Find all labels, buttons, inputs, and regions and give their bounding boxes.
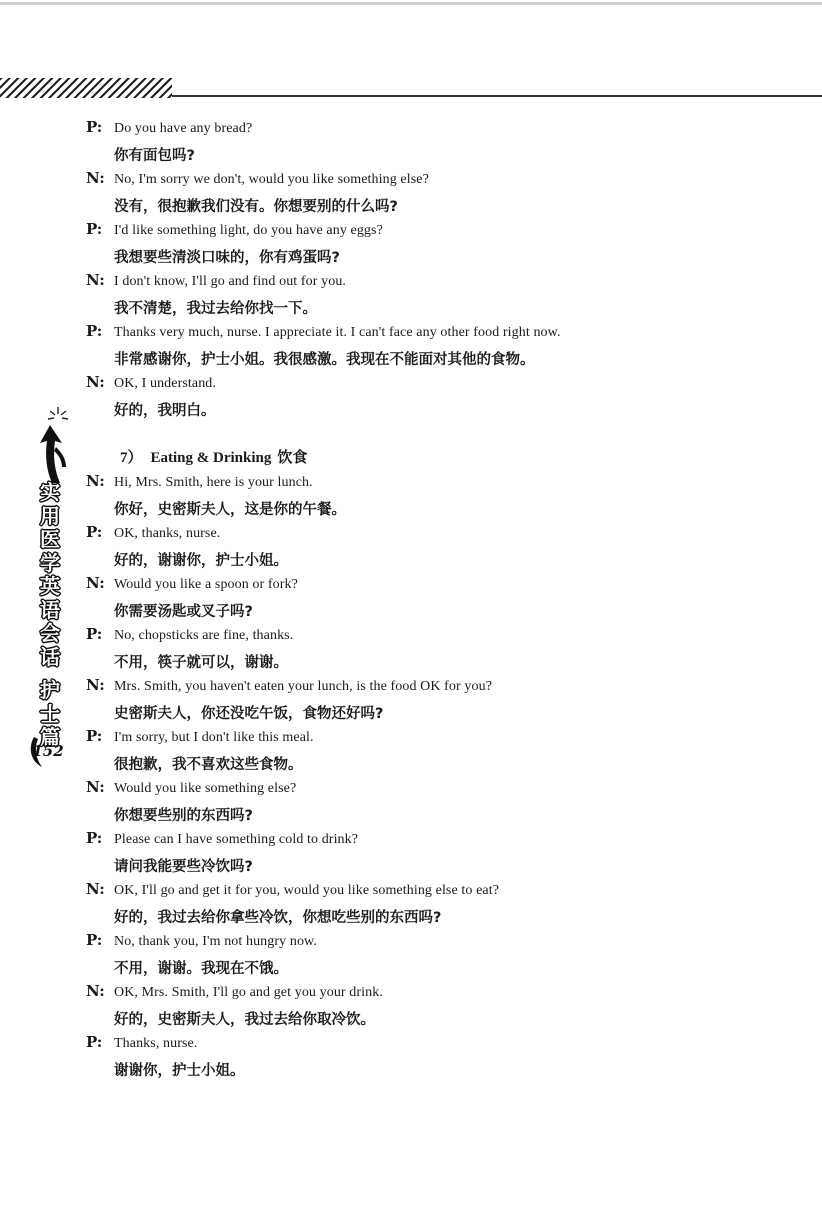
english-text: OK, I understand.: [114, 376, 217, 391]
speaker-separator: :: [96, 625, 103, 643]
dialog-line-en: [86, 322, 786, 348]
chinese-translation: 请问我能要些冷饮吗?: [114, 858, 253, 875]
sidebar-title-char: 话: [40, 644, 60, 669]
speaker: [86, 778, 114, 796]
dialog-line-en: [86, 118, 786, 144]
dialog-content: [86, 118, 786, 1084]
speaker: [86, 220, 114, 238]
speaker-separator: :: [96, 829, 103, 847]
chinese-translation: 我想要些清淡口味的，你有鸡蛋吗?: [114, 249, 340, 266]
speaker-separator: :: [96, 118, 103, 136]
header-hatch-pattern: [0, 78, 172, 98]
section-title-en: Eating & Drinking: [150, 450, 272, 466]
speaker: [86, 574, 114, 592]
speaker-label: N: [86, 472, 100, 490]
speaker: [86, 169, 114, 187]
sidebar-title-char: 实: [40, 480, 60, 504]
speaker-label: P: [86, 220, 97, 238]
english-text: Would you like a spoon or fork?: [114, 577, 298, 592]
dialog-line-en: [86, 523, 786, 549]
english-text: OK, thanks, nurse.: [114, 526, 221, 541]
speaker-separator: :: [96, 727, 103, 745]
dialog-line-en: [86, 373, 786, 399]
sidebar-title-char: 篇: [40, 725, 60, 749]
sidebar-title-char: 医: [40, 527, 60, 551]
speaker: [86, 523, 114, 541]
speaker: [86, 118, 114, 136]
chinese-translation: 你想要些别的东西吗?: [114, 807, 253, 824]
speaker-separator: :: [99, 982, 105, 1000]
swoosh-arrow-icon: [36, 423, 70, 483]
speaker-separator: :: [99, 169, 105, 187]
english-text: Thanks very much, nurse. I appreciate it. I can't face any other food right now.: [114, 325, 561, 340]
dialog-part-1: [86, 118, 786, 424]
english-text: I'd like something light, do you have any eggs?: [114, 223, 383, 238]
speaker: [86, 271, 114, 289]
chinese-translation: 好的，谢谢你，护士小姐。: [114, 552, 288, 569]
chinese-translation: 谢谢你，护士小姐。: [114, 1062, 245, 1079]
sidebar-title-char: 护: [40, 678, 60, 702]
english-text: Would you like something else?: [114, 781, 297, 796]
speaker-separator: :: [99, 472, 105, 490]
speaker-label: N: [86, 574, 100, 592]
speaker-label: N: [86, 982, 100, 1000]
chinese-translation: 好的，我明白。: [114, 402, 216, 419]
dialog-line-en: [86, 169, 786, 195]
speaker: [86, 727, 114, 745]
speaker-separator: :: [96, 523, 103, 541]
english-text: OK, I'll go and get it for you, would you like something else to eat?: [114, 883, 500, 898]
speaker: [86, 322, 114, 340]
speaker: [86, 1033, 114, 1051]
chinese-translation: 好的，我过去给你拿些冷饮，你想吃些别的东西吗?: [114, 909, 442, 926]
english-text: Do you have any bread?: [114, 121, 253, 136]
speaker-separator: :: [99, 880, 105, 898]
chinese-translation: 很抱歉，我不喜欢这些食物。: [114, 756, 303, 773]
dialog-line-en: [86, 220, 786, 246]
dialog-line-en: [86, 829, 786, 855]
speaker-label: P: [86, 118, 97, 136]
sidebar-book-title: [34, 481, 66, 750]
speaker-separator: :: [96, 931, 103, 949]
english-text: I don't know, I'll go and find out for you.: [114, 274, 347, 289]
speaker-label: N: [86, 778, 100, 796]
dialog-line-en: [86, 574, 786, 600]
english-text: I'm sorry, but I don't like this meal.: [114, 730, 314, 745]
speaker-separator: :: [96, 1033, 103, 1051]
chinese-translation: 你需要汤匙或叉子吗?: [114, 603, 253, 620]
speaker: [86, 625, 114, 643]
dialog-line-en: [86, 676, 786, 702]
chinese-translation: 你有面包吗?: [114, 147, 195, 164]
dialog-line-en: [86, 625, 786, 651]
chinese-translation: 我不清楚，我过去给你找一下。: [114, 300, 317, 317]
english-text: Hi, Mrs. Smith, here is your lunch.: [114, 475, 313, 490]
speaker: [86, 676, 114, 694]
sidebar-title-char: 用: [40, 503, 60, 528]
speaker-separator: :: [99, 676, 105, 694]
chinese-translation: 不用，谢谢。我现在不饿。: [114, 960, 288, 977]
sidebar-title-char: 会: [40, 621, 60, 645]
speaker-label: P: [86, 1033, 97, 1051]
speaker-separator: :: [99, 778, 105, 796]
speaker: [86, 829, 114, 847]
dialog-line-en: [86, 931, 786, 957]
header-rule: [172, 95, 822, 97]
chinese-translation: 非常感谢你，护士小姐。我很感激。我现在不能面对其他的食物。: [114, 351, 535, 368]
top-scan-edge: [0, 2, 822, 5]
english-text: No, I'm sorry we don't, would you like something else?: [114, 172, 429, 187]
chinese-translation: 你好，史密斯夫人，这是你的午餐。: [114, 501, 346, 518]
speaker: [86, 931, 114, 949]
speaker-separator: :: [99, 574, 105, 592]
chinese-translation: 没有，很抱歉我们没有。你想要别的什么吗?: [114, 198, 398, 215]
dialog-line-en: [86, 778, 786, 804]
dialog-line-en: [86, 880, 786, 906]
speaker-separator: :: [99, 373, 105, 391]
dialog-part-2: [86, 472, 786, 1084]
speaker-label: P: [86, 727, 97, 745]
section-heading: [86, 446, 786, 472]
english-text: OK, Mrs. Smith, I'll go and get you your drink.: [114, 985, 383, 1000]
speaker-separator: :: [99, 271, 105, 289]
speaker-label: P: [86, 829, 97, 847]
speaker-separator: :: [96, 220, 103, 238]
dialog-line-en: [86, 472, 786, 498]
chinese-translation: 不用，筷子就可以，谢谢。: [114, 654, 288, 671]
speaker-label: P: [86, 523, 97, 541]
speaker: [86, 472, 114, 490]
speaker-label: N: [86, 169, 100, 187]
speaker-label: P: [86, 931, 97, 949]
dialog-line-en: [86, 982, 786, 1008]
page-number: 152: [32, 742, 64, 760]
speaker-separator: :: [96, 322, 103, 340]
dialog-line-en: [86, 1033, 786, 1059]
section-spacer: [86, 424, 786, 446]
speaker: [86, 373, 114, 391]
speaker-label: N: [86, 880, 100, 898]
chinese-translation: 史密斯夫人，你还没吃午饭，食物还好吗?: [114, 705, 384, 722]
section-title-zh: 饮食: [277, 448, 308, 466]
dialog-line-en: [86, 727, 786, 753]
english-text: No, chopsticks are fine, thanks.: [114, 628, 294, 643]
speaker-label: N: [86, 271, 100, 289]
sidebar-title-char: 士: [40, 701, 60, 726]
section-number: 7）: [120, 450, 143, 466]
speaker: [86, 982, 114, 1000]
chinese-translation: 好的，史密斯夫人，我过去给你取冷饮。: [114, 1011, 375, 1028]
speaker-label: N: [86, 676, 100, 694]
english-text: Mrs. Smith, you haven't eaten your lunch, is the food OK for you?: [114, 679, 493, 694]
speaker: [86, 880, 114, 898]
speaker-label: P: [86, 322, 97, 340]
sidebar-title-char: 学: [40, 550, 60, 575]
english-text: Thanks, nurse.: [114, 1036, 198, 1051]
sidebar-title-char: 语: [40, 597, 60, 622]
sidebar-title-char: 英: [40, 574, 60, 598]
english-text: No, thank you, I'm not hungry now.: [114, 934, 317, 949]
book-sidebar: [30, 405, 70, 775]
english-text: Please can I have something cold to drink?: [114, 832, 359, 847]
speaker-label: N: [86, 373, 100, 391]
dialog-line-en: [86, 271, 786, 297]
speaker-label: P: [86, 625, 97, 643]
